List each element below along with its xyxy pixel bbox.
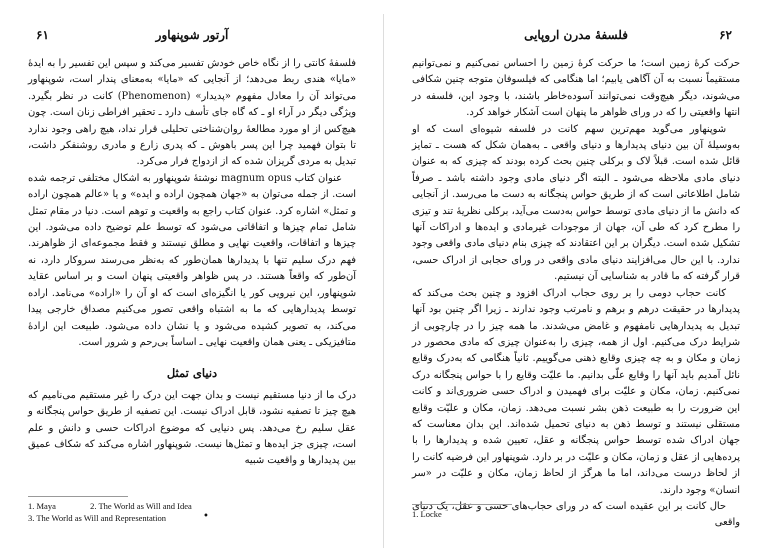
paragraph: شوپنهاور می‌گوید مهم‌ترین سهم کانت در فلسفه شیوه‌ای است که او به‌وسیلهٔ آن بین دنیای پدیدارها و دنیای واقعی ـ به‌همان شکل که هست ـ تمایز قائل شده است. قبلاً لاک و برکلی چنین بحث کرده بودند که چیزی که به عنوان دنیای مادی ملاحظه می‌شود ـ البته اگر دنیای مادی وجود داشته باشد ـ صرفاً شامل اطلاعاتی است که از طریق حواس پنجگانه به دست ما می‌رسد. از آنجایی که دانش ما از دنیای مادی توسط حواس به‌دست می‌آید، برکلی نظریهٔ تند و تیزی را مطرح کرد که طی آن، جهان از موجودات غیرمادی و ایده‌ها و ادراکات آنها تشکیل شده است. دیگران بر این اعتقادند که چیزی بنام دنیای مادی واقعی وجود ندارد. با این حال می‌افزایند دنیای مادی واقعی در ورای حجابی از ادراک حسی، قرار گرفته که ما قادر به شناسایی آن نیستیم. bbox=[412, 123, 740, 283]
footnotes bbox=[28, 496, 192, 524]
footnote: 1. Maya bbox=[28, 501, 56, 511]
gutter-divider bbox=[383, 14, 384, 548]
footnotes bbox=[412, 504, 512, 520]
running-header-title: فلسفهٔ مدرن اروپایی bbox=[524, 28, 628, 42]
paragraph: کانت حجاب دومی را بر روی حجاب ادراک افزود و چنین بحث می‌کند که پدیدارها در حقیقت درهم و برهم و نامرتب وجود ندارند ـ زیرا اگر چنین بود آنها تبدیل به پدیدارهایی نامفهوم و غامض می‌شدند. ما همه چیز را در چارچوبی از شرایط درک می‌کنیم. اول از همه، چیزی را به‌عنوان چیزی که مادی محصور در زمان و مکان و به چه چیزی وقایع ذهنی می‌گوییم. ثانیاً هنگامی که به‌درک وقایع نائل آمدیم باید آنها را وقایع علّی بدانیم. ما علیّت وقایع را با حواس پنجگانه درک نمی‌کنیم. زمان، مکان و علیّت برای فهمیدن و ادراک حسی ضروری‌اند و کانت این ضرورت را به طبیعت ذهن بشر نسبت می‌دهد. زمان، مکان و علیّت وقایع مستقلی نیستند و توسط ذهن به دنیای تحمیل شده‌اند. این بدان معناست که جهان ادراک شده توسط حواس پنجگانه و عقل، تعیین شده و پدیدارها را با پرده‌هایی از عقل و زمان، مکان و علیّت در بر دارد. شوپنهاور این فرضیه کانت را از لحاظ درست می‌داند، اما ما هرگز از لحاظ زمان، مکان و علیّت در «سر انسان» وجود دارند. bbox=[412, 287, 740, 496]
section-heading: دنیای تمثل bbox=[166, 366, 218, 381]
footnote: 3. The World as Will and Representation bbox=[28, 513, 167, 523]
left-page bbox=[8, 16, 376, 546]
right-page-header bbox=[412, 28, 740, 46]
paragraph: عنوان کتاب magnum opus نوشتهٔ شوپنهاور به اشکال مختلفی ترجمه شده است. از جمله می‌توان به «جهان همچون اراده و ایده» و یا «عالم همچون اراده و تمثل» اشاره کرد. عنوان کتاب راجع به واقعیت و توهم است. دنیا در مقام تمثل شامل تمام چیزها و اتفاقاتی می‌شود که توسط علم توضیح داده می‌شود. این چیزها و اتفاقات، واقعیت نهایی و مطلق نیستند و فقط مجموعه‌ای از ظواهرند. فهم درک سلیم تنها با پدیدارها همان‌طور که به‌نظر می‌رسند سروکار دارد، نه آن‌طور که واقعاً هستند. در پس ظواهر واقعیتی پنهان است و بر اساس عقاید شوپنهاور، این نیرویی کور یا انگیزه‌ای است که او آن را «اراده» می‌نامد. اراده توسط پدیدارهایی که ما به اشتباه واقعی تصور می‌کنیم مصداق خارجی پیدا می‌کند، به تصویر کشیده می‌شود و یا نشان داده می‌شود. طبیعت این ارادهٔ متافیزیکی ـ یعنی همان واقعیت نهایی ـ اساساً بی‌رحم و شرور است. bbox=[28, 172, 356, 348]
paragraph: فلسفهٔ کانتی را از نگاه خاص خودش تفسیر می‌کند و سپس این تفسیر را به ایدهٔ «مایا» هندی ربط می‌دهد؛ از آنجایی که «مایا» به‌معنای پندار است، شوپنهاور می‌تواند آن را معادل مفهوم «پدیدار» (Phenomenon) کانت در نظر بگیرد. ویژگی دیگر در آراء او ـ که گاه جای تأسف دارد ـ تحقیر افراطی زنان است. چون هیچ‌کس از او مورد مطالعهٔ روان‌شناختی تحلیلی قرار نداد، هیچ راهی وجود ندارد تا بتوان فهمید چرا این پسر باهوش ـ که پدری زارع و مادری روشنفکر داشت، تبدیل به مردی گریزان شده که از ازدواج فرار می‌کرد. bbox=[28, 58, 356, 168]
page-number: ۶۲ bbox=[719, 28, 732, 42]
page-mark: • bbox=[203, 511, 209, 522]
left-page-body bbox=[28, 56, 356, 470]
paragraph: حال کانت بر این عقیده است که در ورای حجاب‌های حسی و عقل، یک دنیای واقعی bbox=[412, 500, 740, 529]
running-header-title: آرتور شوپنهاور bbox=[155, 28, 229, 42]
footnote: 2. The World as Will and Idea bbox=[90, 501, 192, 511]
left-page-header bbox=[28, 28, 356, 46]
right-page bbox=[392, 16, 760, 546]
page-number: ۶۱ bbox=[36, 28, 49, 42]
paragraph: درک ما از دنیا مستقیم نیست و بدان جهت این درک را غیر مستقیم می‌نامیم که هیچ چیز تا تصفیه نشود، قابل ادراک نیست. این تصفیه از طریق حواس پنجگانه و عقل سلیم رخ می‌دهد. پس دنیایی که موضوع ادراکات حسی و دانش و علم است، چیزی جز ایده‌ها و تمثل‌ها نیست. شوپنهاور اشاره می‌کند که شکاف عمیق بین پدیدارها و واقعیت شبیه bbox=[28, 389, 356, 467]
paragraph: حرکت کرهٔ زمین است؛ ما حرکت کرهٔ زمین را احساس نمی‌کنیم و نمی‌توانیم مستقیماً نسبت به آن آگاهی یابیم؛ اما هنگامی که فیلسوفان متوجه چنین شکافی می‌شوند، دیگر هیچ‌وقت نمی‌توانند آسوده‌خاطر باشند، با وجود این، فلسفه در انتها واقعیتی را که در ورای ظواهر ما پنهان است آشکار خواهد کرد. bbox=[412, 58, 740, 119]
right-page-body bbox=[412, 56, 740, 532]
footnote: 1. Locke bbox=[412, 509, 442, 519]
